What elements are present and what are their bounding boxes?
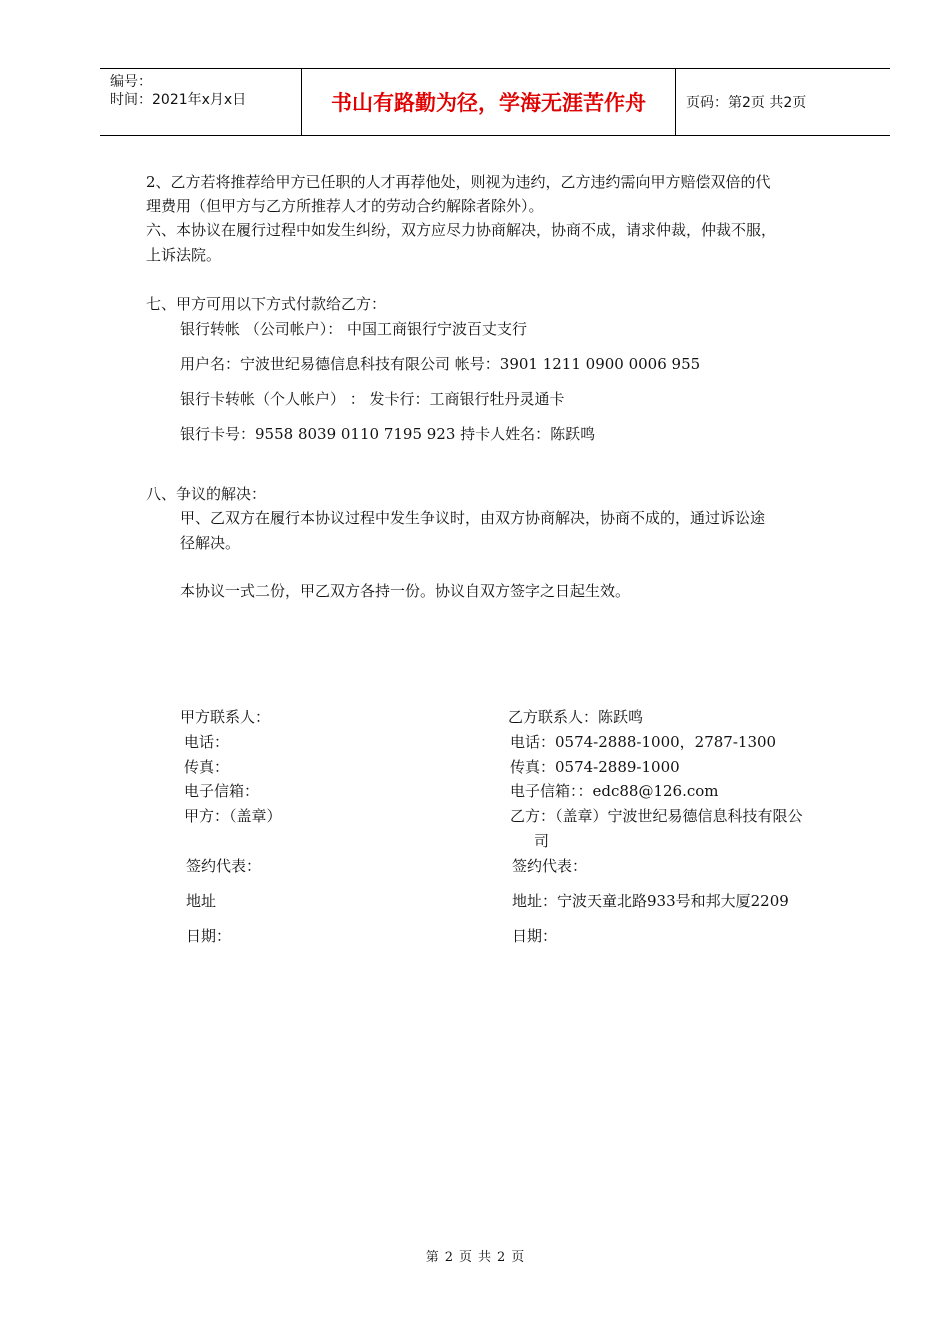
party-b-seal-line-2: 司 bbox=[534, 832, 550, 850]
party-a-date: 日期： bbox=[186, 927, 232, 945]
card-transfer-line: 银行卡转帐（个人帐户） ： 发卡行：工商银行牡丹灵通卡 bbox=[180, 390, 565, 408]
party-b-address: 地址：宁波天童北路933号和邦大厦2209 bbox=[512, 892, 789, 910]
clause-2-line-2: 理费用（但甲方与乙方所推荐人才的劳动合约解除者除外）。 bbox=[146, 197, 544, 215]
party-b-date: 日期： bbox=[512, 927, 558, 945]
party-a-fax: 传真： bbox=[184, 758, 230, 776]
footer-gong: 共 bbox=[478, 1250, 492, 1265]
section-6-line-2: 上诉法院。 bbox=[146, 246, 222, 264]
party-a-contact: 甲方联系人： bbox=[180, 708, 271, 726]
party-a-address: 地址 bbox=[186, 892, 217, 910]
footer-ye: 页 bbox=[458, 1250, 472, 1265]
section-7-title: 七、甲方可用以下方式付款给乙方： bbox=[146, 295, 387, 313]
party-a-email: 电子信箱： bbox=[184, 782, 260, 800]
party-a-seal: 甲方：（盖章） bbox=[184, 807, 282, 825]
section-6-line-1: 六、本协议在履行过程中如发生纠纷，双方应尽力协商解决，协商不成，请求仲裁，仲裁不服， bbox=[146, 221, 777, 239]
footer-total-pages: 2 bbox=[497, 1250, 506, 1265]
party-b-seal-line-1: 乙方：（盖章）宁波世纪易德信息科技有限公 bbox=[510, 807, 803, 825]
header-page-number: 页码：第2页 共2页 bbox=[686, 95, 807, 111]
party-b-contact: 乙方联系人：陈跃鸣 bbox=[508, 708, 644, 726]
party-a-phone: 电话： bbox=[184, 733, 230, 751]
page-header bbox=[100, 68, 890, 136]
header-motto: 书山有路勤为径，学海无涯苦作舟 bbox=[302, 69, 676, 135]
footer-di: 第 bbox=[425, 1250, 439, 1265]
page-footer bbox=[0, 1246, 950, 1265]
party-b-email: 电子信箱：：edc88@126.com bbox=[510, 782, 719, 800]
footer-ye-2: 页 bbox=[511, 1250, 525, 1265]
bank-transfer-line: 银行转帐 （公司帐户）： 中国工商银行宁波百丈支行 bbox=[180, 320, 528, 338]
document-time-label: 时间：2021年x月x日 bbox=[110, 92, 247, 108]
clause-2-line-1: 2、乙方若将推荐给甲方已任职的人才再荐他处，则视为违约，乙方违约需向甲方赔偿双倍的代 bbox=[146, 173, 771, 191]
section-8-line-2: 径解决。 bbox=[180, 534, 241, 552]
party-b-representative: 签约代表： bbox=[512, 857, 588, 875]
account-name-line: 用户名：宁波世纪易德信息科技有限公司 帐号：3901 1211 0900 0006 955 bbox=[180, 355, 701, 373]
document-number-label: 编号： bbox=[110, 74, 152, 90]
party-b-fax: 传真：0574-2889-1000 bbox=[510, 758, 680, 776]
header-meta bbox=[100, 69, 302, 135]
party-a-representative: 签约代表： bbox=[186, 857, 262, 875]
copies-statement: 本协议一式二份，甲乙双方各持一份。协议自双方签字之日起生效。 bbox=[180, 582, 631, 600]
section-8-line-1: 甲、乙双方在履行本协议过程中发生争议时，由双方协商解决，协商不成的，通过诉讼途 bbox=[180, 509, 766, 527]
card-number-line: 银行卡号：9558 8039 0110 7195 923 持卡人姓名：陈跃鸣 bbox=[180, 425, 596, 443]
section-8-title: 八、争议的解决： bbox=[146, 485, 267, 503]
party-b-phone: 电话：0574-2888-1000，2787-1300 bbox=[510, 733, 777, 751]
footer-page-number: 2 bbox=[444, 1250, 453, 1265]
